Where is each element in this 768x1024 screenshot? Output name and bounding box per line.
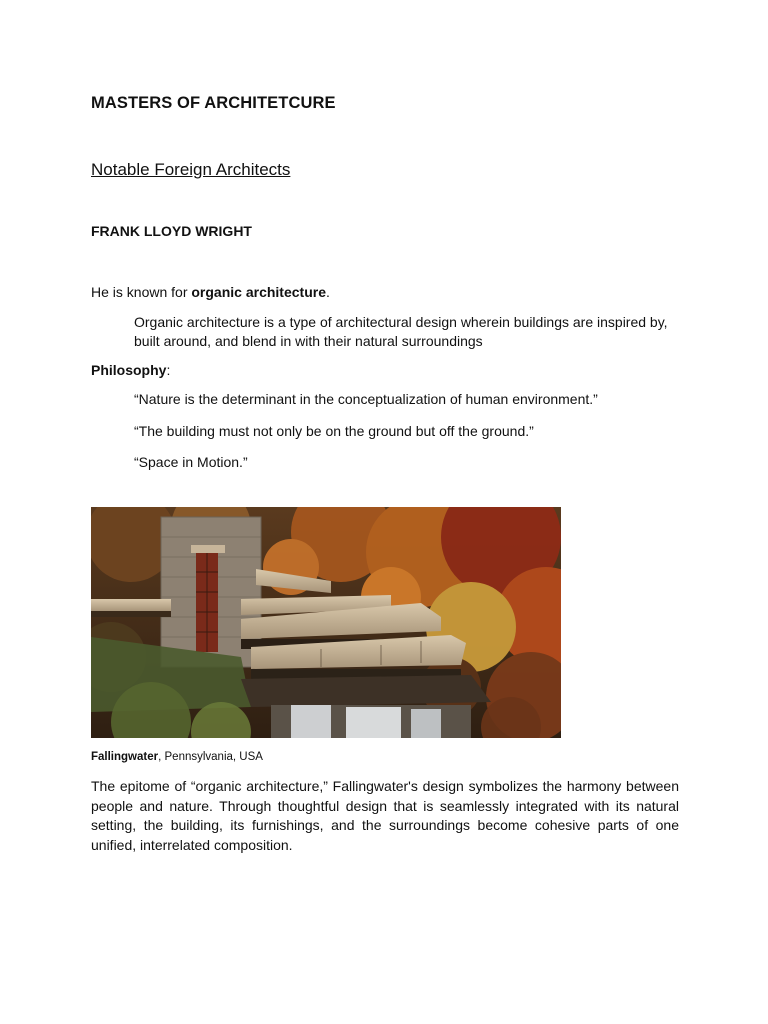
- philosophy-colon: :: [166, 362, 171, 378]
- photo-caption: [91, 751, 263, 763]
- architect-name: FRANK LLOYD WRIGHT: [91, 223, 252, 239]
- caption-location: , Pennsylvania, USA: [158, 751, 263, 763]
- document-title: MASTERS OF ARCHITETCURE: [91, 94, 336, 112]
- caption-title: Fallingwater: [91, 751, 159, 763]
- definition-paragraph: Organic architecture is a type of architectural design wherein buildings are inspired by, built around, and blend in with their natural surroundings: [134, 314, 668, 349]
- fallingwater-photo: [91, 507, 561, 738]
- intro-suffix: .: [325, 284, 330, 300]
- description-paragraph: The epitome of “organic architecture,” Fallingwater's design symbolizes the harmony between people and nature. Through thoughtful design that is seamlessly integrated with its natural setting, the building, its furnishings, and the surroundings become cohesive parts of one unified, interrelated composition.: [91, 778, 679, 853]
- philosophy-quote: “The building must not only be on the ground but off the ground.”: [134, 423, 534, 439]
- philosophy-quote: “Nature is the determinant in the conceptualization of human environment.”: [134, 391, 598, 407]
- intro-term: organic architecture: [191, 284, 326, 300]
- philosophy-heading: [91, 362, 170, 378]
- left-terrace: [91, 599, 171, 611]
- intro-prefix: He is known for: [91, 284, 192, 300]
- philosophy-label: Philosophy: [91, 362, 167, 378]
- philosophy-quote: “Space in Motion.”: [134, 454, 248, 470]
- intro-sentence: [91, 284, 330, 300]
- section-heading: Notable Foreign Architects: [91, 160, 291, 179]
- waterfall: [271, 705, 471, 738]
